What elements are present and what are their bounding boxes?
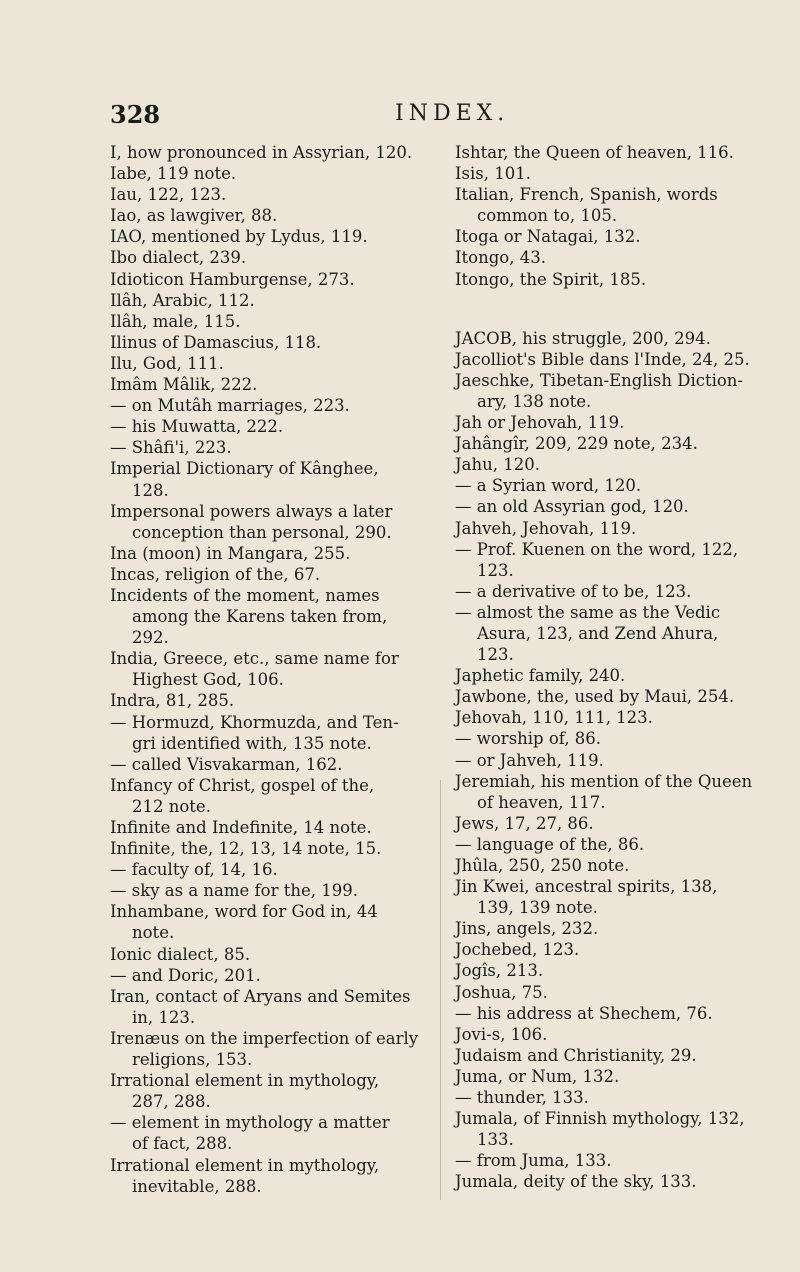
index-entry-continuation: ary, 138 note. <box>477 391 592 411</box>
index-entry: — a Syrian word, 120. <box>455 476 642 496</box>
index-entry: — from Juma, 133. <box>455 1151 612 1171</box>
page-number: 328 <box>110 100 161 129</box>
section-gap <box>455 290 780 328</box>
index-entry-continuation: 123. <box>477 645 514 665</box>
index-entry-continuation: conception than personal, 290. <box>132 522 392 542</box>
index-entry: Jawbone, the, used by Maui, 254. <box>455 687 735 707</box>
index-entry-continuation: inevitable, 288. <box>132 1176 262 1196</box>
index-entry: Inhambane, word for God in, 44 <box>110 902 378 922</box>
index-entry-continuation: in, 123. <box>132 1007 196 1027</box>
index-entry-continuation: Highest God, 106. <box>132 670 284 690</box>
index-entry: — on Mutâh marriages, 223. <box>110 396 350 416</box>
index-entry: Jehovah, 110, 111, 123. <box>455 708 653 728</box>
index-entry: — worship of, 86. <box>455 729 602 749</box>
index-entry: Jhûla, 250, 250 note. <box>455 856 630 875</box>
index-entry: Iao, as lawgiver, 88. <box>110 206 278 226</box>
index-entry: Itongo, 43. <box>455 248 546 268</box>
index-entry: Ina (moon) in Mangara, 255. <box>110 543 351 563</box>
index-entry: — language of the, 86. <box>455 834 645 854</box>
index-entry-continuation: 287, 288. <box>132 1092 211 1112</box>
index-column-left <box>110 142 440 1197</box>
index-entry-continuation: 139, 139 note. <box>477 898 598 918</box>
index-entry: Imâm Mâlik, 222. <box>110 375 258 395</box>
column-divider <box>440 780 441 1200</box>
index-entry: Ilâh, male, 115. <box>110 311 241 331</box>
index-entry: — Shâfi'i, 223. <box>110 438 232 458</box>
index-entry: Itongo, the Spirit, 185. <box>455 269 647 289</box>
index-entry: Ionic dialect, 85. <box>110 944 251 964</box>
index-entry: — Hormuzd, Khormuzda, and Ten- <box>110 712 399 732</box>
index-entry: Ilu, God, 111. <box>110 353 224 373</box>
index-entry: Juma, or Num, 132. <box>455 1066 620 1086</box>
index-entry: Jaeschke, Tibetan-English Diction- <box>455 370 744 390</box>
index-entry: — called Visvakarman, 162. <box>110 754 343 774</box>
index-entry: Infancy of Christ, gospel of the, <box>110 775 375 795</box>
index-entry: Jahu, 120. <box>455 455 540 475</box>
index-entry: — almost the same as the Vedic <box>455 602 721 622</box>
index-entry: — or Jahveh, 119. <box>455 750 604 770</box>
index-entry: Incas, religion of the, 67. <box>110 564 321 584</box>
index-entry: I, how pronounced in Assyrian, 120. <box>110 143 413 162</box>
index-entry: Jacolliot's Bible dans l'Inde, 24, 25. <box>455 349 750 369</box>
index-entry-continuation: among the Karens taken from, <box>132 607 388 627</box>
index-entry: Imperial Dictionary of Kânghee, <box>110 459 379 479</box>
index-entry: — element in mythology a matter <box>110 1113 390 1133</box>
index-entry: Italian, French, Spanish, words <box>455 185 718 205</box>
index-entry: — sky as a name for the, 199. <box>110 881 358 901</box>
index-entry: Jews, 17, 27, 86. <box>455 813 594 833</box>
index-entry: Jumala, deity of the sky, 133. <box>455 1172 697 1192</box>
index-entry: Jumala, of Finnish mythology, 132, <box>455 1109 745 1129</box>
index-entry-continuation: religions, 153. <box>132 1050 253 1070</box>
index-entry-continuation: note. <box>132 923 175 943</box>
index-entry: — thunder, 133. <box>455 1088 589 1108</box>
index-entry: Jeremiah, his mention of the Queen <box>455 771 753 791</box>
index-entry: Irrational element in mythology, <box>110 1071 380 1091</box>
index-entry: Isis, 101. <box>455 164 531 184</box>
index-entry: — his address at Shechem, 76. <box>455 1003 713 1023</box>
index-entry: India, Greece, etc., same name for <box>110 649 399 669</box>
index-entry: Ilinus of Damascius, 118. <box>110 332 322 352</box>
index-entry-continuation: common to, 105. <box>477 206 618 226</box>
index-entry: — and Doric, 201. <box>110 965 261 985</box>
index-entry: Irrational element in mythology, <box>110 1155 380 1175</box>
index-entry: Jah or Jehovah, 119. <box>455 413 625 433</box>
index-entry-continuation: of heaven, 117. <box>477 792 606 812</box>
index-entry: Jahângîr, 209, 229 note, 234. <box>455 434 698 454</box>
index-entry: — Prof. Kuenen on the word, 122, <box>455 539 739 559</box>
index-entry: Jahveh, Jehovah, 119. <box>455 518 637 538</box>
index-entry: Judaism and Christianity, 29. <box>455 1045 697 1065</box>
running-head: INDEX. <box>395 101 510 126</box>
index-entry: Infinite, the, 12, 13, 14 note, 15. <box>110 839 382 859</box>
index-entry: Impersonal powers always a later <box>110 501 393 521</box>
index-entry: Iabe, 119 note. <box>110 164 237 184</box>
index-column-right <box>455 142 780 1193</box>
index-entry-continuation: 292. <box>132 628 169 648</box>
index-entry: — faculty of, 14, 16. <box>110 860 278 880</box>
index-entry: Iau, 122, 123. <box>110 185 227 205</box>
index-entry: Incidents of the moment, names <box>110 585 380 605</box>
index-entry: Indra, 81, 285. <box>110 691 235 711</box>
index-entry: Jogîs, 213. <box>455 961 544 981</box>
index-entry: Jovi-s, 106. <box>455 1024 548 1044</box>
index-entry: Jochebed, 123. <box>455 940 580 960</box>
index-entry: — an old Assyrian god, 120. <box>455 497 689 517</box>
index-entry: JACOB, his struggle, 200, 294. <box>455 328 711 348</box>
index-entry: Japhetic family, 240. <box>455 666 626 686</box>
index-entry-continuation: Asura, 123, and Zend Ahura, <box>477 623 719 643</box>
index-entry: Idioticon Hamburgense, 273. <box>110 269 355 289</box>
index-entry: IAO, mentioned by Lydus, 119. <box>110 227 368 247</box>
index-entry-continuation: 128. <box>132 480 169 500</box>
index-entry-continuation: gri identified with, 135 note. <box>132 733 372 753</box>
index-entry-continuation: 123. <box>477 560 514 580</box>
index-entry: — his Muwatta, 222. <box>110 417 284 437</box>
index-entry: Joshua, 75. <box>455 982 548 1002</box>
index-entry-continuation: 133. <box>477 1130 514 1150</box>
index-entry: Iran, contact of Aryans and Semites <box>110 986 411 1006</box>
index-entry: Infinite and Indefinite, 14 note. <box>110 818 372 837</box>
index-entry: Ibo dialect, 239. <box>110 248 247 268</box>
index-entry: Jin Kwei, ancestral spirits, 138, <box>455 877 718 897</box>
index-entry: Itoga or Natagai, 132. <box>455 227 641 247</box>
index-entry: Jins, angels, 232. <box>455 919 599 939</box>
index-entry: Ishtar, the Queen of heaven, 116. <box>455 143 734 162</box>
index-entry-continuation: 212 note. <box>132 796 211 816</box>
index-entry: Ilâh, Arabic, 112. <box>110 290 255 310</box>
index-entry: — a derivative of to be, 123. <box>455 581 692 601</box>
index-entry-continuation: of fact, 288. <box>132 1134 233 1154</box>
index-entry: Irenæus on the imperfection of early <box>110 1028 419 1048</box>
